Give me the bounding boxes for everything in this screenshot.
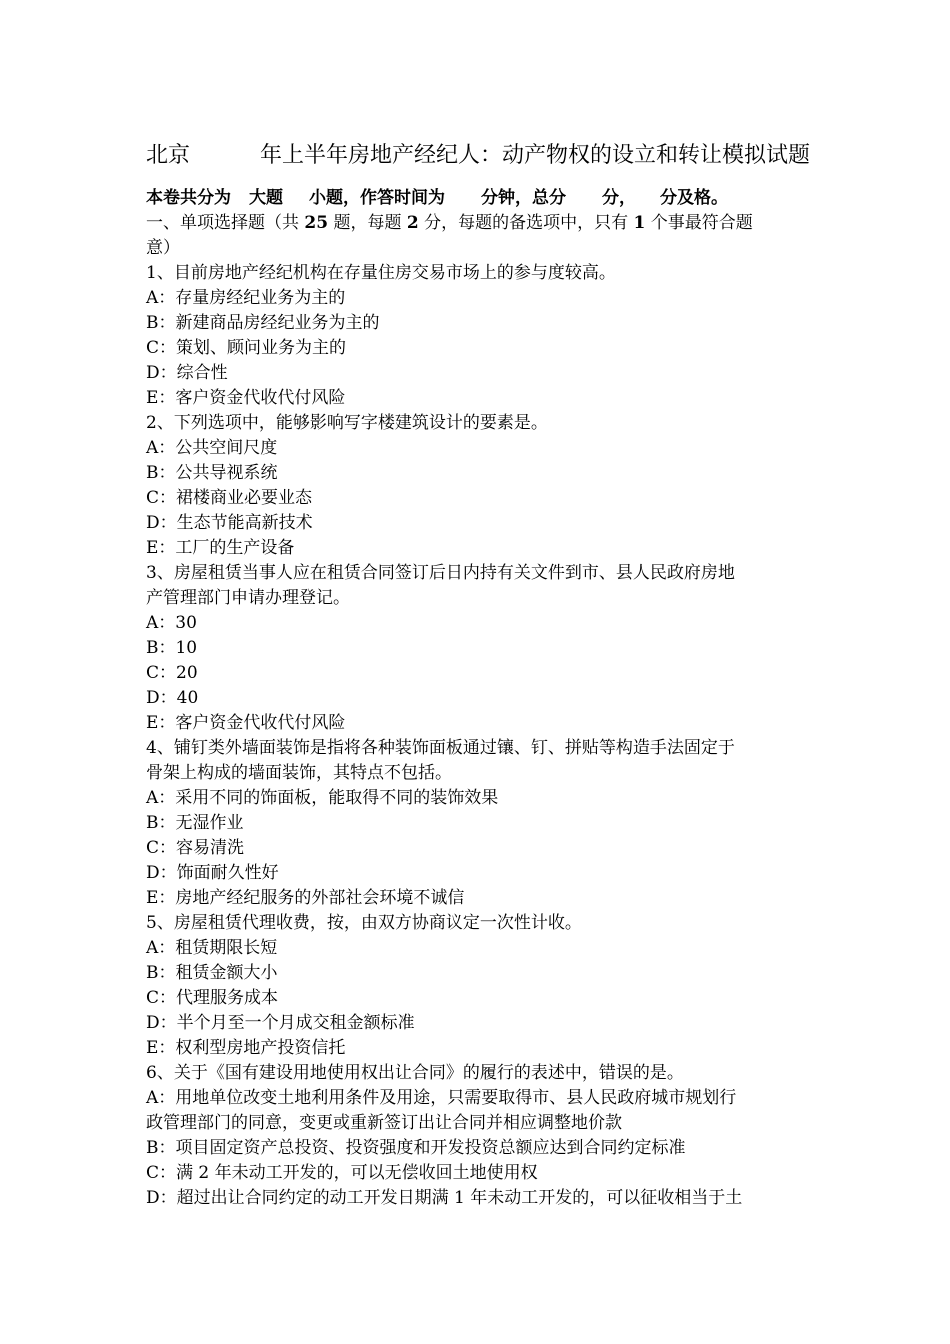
question-line: 4、铺钉类外墙面装饰是指将各种装饰面板通过镶、钉、拼贴等构造手法固定于 xyxy=(146,738,735,758)
option-line: D：超过出让合同约定的动工开发日期满 1 年未动工开发的，可以征收相当于土 xyxy=(146,1188,743,1208)
option-line: A：存量房经纪业务为主的 xyxy=(146,288,346,308)
option-line: B：项目固定资产总投资、投资强度和开发投资总额应达到合同约定标准 xyxy=(146,1138,686,1158)
section-heading-wrap: 意） xyxy=(146,238,180,258)
exam-intro xyxy=(146,186,826,210)
question-line: 1、目前房地产经纪机构在存量住房交易市场上的参与度较高。 xyxy=(146,263,616,283)
option-line: E：权利型房地产投资信托 xyxy=(146,1038,346,1058)
option-line: E：客户资金代收代付风险 xyxy=(146,388,346,408)
question-list xyxy=(146,261,811,1211)
intro-part-3: 小题，作答时间为 xyxy=(309,188,445,208)
option-line: D：饰面耐久性好 xyxy=(146,863,279,883)
option-line: E：房地产经纪服务的外部社会环境不诚信 xyxy=(146,888,465,908)
option-line: B：租赁金额大小 xyxy=(146,963,278,983)
intro-part-6: 分及格。 xyxy=(660,188,728,208)
question-line: 3、房屋租赁当事人应在租赁合同签订后日内持有关文件到市、县人民政府房地 xyxy=(146,563,735,583)
option-line: C：20 xyxy=(146,663,198,683)
section-heading-suffix: 个事最符合题 xyxy=(645,213,753,233)
option-line: A：用地单位改变土地利用条件及用途，只需要取得市、县人民政府城市规划行 xyxy=(146,1088,737,1108)
question-line: 6、关于《国有建设用地使用权出让合同》的履行的表述中，错误的是。 xyxy=(146,1063,684,1083)
option-line: A：采用不同的饰面板，能取得不同的装饰效果 xyxy=(146,788,499,808)
option-line: D：半个月至一个月成交租金额标准 xyxy=(146,1013,415,1033)
option-line: E：工厂的生产设备 xyxy=(146,538,295,558)
section-heading-mid1: 题，每题 xyxy=(328,213,407,233)
question-line: 产管理部门申请办理登记。 xyxy=(146,588,350,608)
section-one: 1 xyxy=(633,213,646,233)
intro-part-4: 分钟，总分 xyxy=(481,188,566,208)
intro-part-2: 大题 xyxy=(249,188,283,208)
option-line: B：新建商品房经纪业务为主的 xyxy=(146,313,380,333)
document-body xyxy=(146,211,811,1211)
option-line: C：满 2 年未动工开发的，可以无偿收回土地使用权 xyxy=(146,1163,538,1183)
section-heading-mid2: 分，每题的备选项中，只有 xyxy=(418,213,634,233)
question-line: 政管理部门的同意，变更或重新签订出让合同并相应调整地价款 xyxy=(146,1113,622,1133)
intro-part-1: 本卷共分为 xyxy=(146,188,231,208)
option-line: A：公共空间尺度 xyxy=(146,438,278,458)
option-line: A：30 xyxy=(146,613,197,633)
document-title xyxy=(146,140,836,172)
title-part-2: 年上半年房地产经纪人：动产物权的设立和转让模拟试题 xyxy=(260,143,811,168)
section-points: 2 xyxy=(406,213,419,233)
option-line: D：生态节能高新技术 xyxy=(146,513,313,533)
option-line: D：综合性 xyxy=(146,363,228,383)
section-question-count: 25 xyxy=(304,213,329,233)
section-heading xyxy=(146,211,811,236)
option-line: D：40 xyxy=(146,688,199,708)
section-heading-prefix: 一、单项选择题（共 xyxy=(146,213,305,233)
option-line: C：代理服务成本 xyxy=(146,988,279,1008)
question-line: 骨架上构成的墙面装饰，其特点不包括。 xyxy=(146,763,452,783)
option-line: E：客户资金代收代付风险 xyxy=(146,713,346,733)
question-line: 2、下列选项中，能够影响写字楼建筑设计的要素是。 xyxy=(146,413,548,433)
option-line: C：裙楼商业必要业态 xyxy=(146,488,313,508)
question-line: 5、房屋租赁代理收费，按，由双方协商议定一次性计收。 xyxy=(146,913,582,933)
option-line: B：无湿作业 xyxy=(146,813,244,833)
option-line: C：策划、顾问业务为主的 xyxy=(146,338,347,358)
option-line: C：容易清洗 xyxy=(146,838,245,858)
option-line: A：租赁期限长短 xyxy=(146,938,278,958)
option-line: B：10 xyxy=(146,638,198,658)
intro-part-5: 分， xyxy=(602,188,636,208)
option-line: B：公共导视系统 xyxy=(146,463,278,483)
title-part-1: 北京 xyxy=(146,143,191,168)
